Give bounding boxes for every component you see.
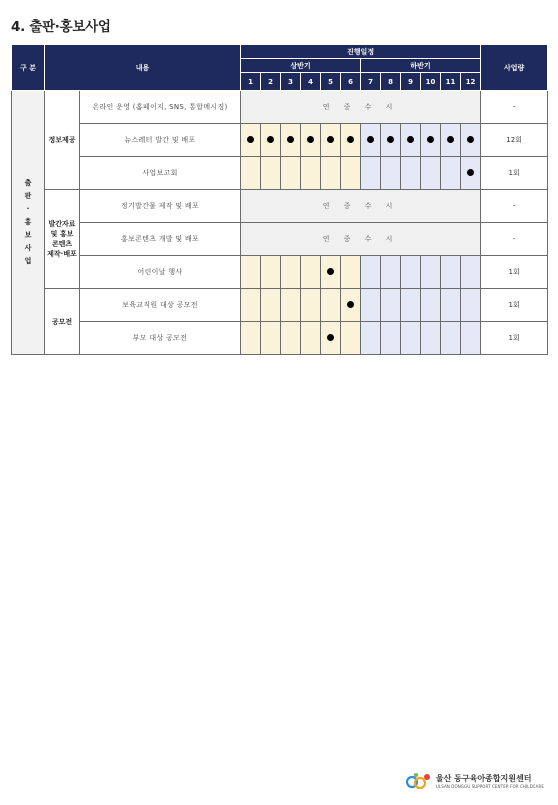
amount-cell: 1회 bbox=[481, 322, 548, 355]
table-row bbox=[12, 157, 548, 190]
month-cell-2 bbox=[261, 157, 281, 190]
header-category: 구 분 bbox=[12, 45, 45, 91]
month-cell-2 bbox=[261, 289, 281, 322]
month-header: 3 bbox=[281, 73, 301, 91]
header-content: 내용 bbox=[45, 45, 241, 91]
year-round-cell: 연 중 수 시 bbox=[241, 190, 481, 223]
month-cell-12 bbox=[461, 256, 481, 289]
item-cell: 부모 대상 공모전 bbox=[80, 322, 241, 355]
month-cell-11 bbox=[441, 157, 461, 190]
month-cell-8 bbox=[381, 256, 401, 289]
schedule-dot bbox=[467, 136, 474, 143]
month-cell-2 bbox=[261, 256, 281, 289]
month-cell-3 bbox=[281, 124, 301, 157]
schedule-dot bbox=[307, 136, 314, 143]
month-header: 11 bbox=[441, 73, 461, 91]
month-cell-1 bbox=[241, 124, 261, 157]
group-contest: 공모전 bbox=[45, 289, 80, 355]
table-row bbox=[12, 124, 548, 157]
month-cell-9 bbox=[401, 256, 421, 289]
schedule-dot bbox=[327, 334, 334, 341]
month-cell-4 bbox=[301, 157, 321, 190]
org-name-en: ULSAN DONGGU SUPPORT CENTER FOR CHILDCARE bbox=[435, 783, 544, 789]
month-cell-10 bbox=[421, 124, 441, 157]
category-label: 출 판 · 홍 보 사 업 bbox=[24, 179, 32, 265]
year-round-cell: 연 중 수 시 bbox=[241, 223, 481, 256]
item-cell: 사업보고회 bbox=[80, 157, 241, 190]
month-cell-4 bbox=[301, 256, 321, 289]
month-header: 2 bbox=[261, 73, 281, 91]
month-cell-3 bbox=[281, 289, 301, 322]
month-cell-1 bbox=[241, 256, 261, 289]
schedule-dot bbox=[267, 136, 274, 143]
amount-cell: 1회 bbox=[481, 157, 548, 190]
amount-cell: - bbox=[481, 91, 548, 124]
table-row bbox=[12, 91, 548, 124]
month-cell-3 bbox=[281, 256, 301, 289]
table-row bbox=[12, 223, 548, 256]
month-cell-9 bbox=[401, 289, 421, 322]
month-cell-9 bbox=[401, 322, 421, 355]
amount-cell: - bbox=[481, 223, 548, 256]
header-first-half: 상반기 bbox=[241, 59, 361, 73]
month-header: 5 bbox=[321, 73, 341, 91]
table-row bbox=[12, 322, 548, 355]
month-cell-12 bbox=[461, 289, 481, 322]
month-cell-7 bbox=[361, 124, 381, 157]
schedule-dot bbox=[347, 136, 354, 143]
month-cell-1 bbox=[241, 157, 261, 190]
month-cell-9 bbox=[401, 124, 421, 157]
month-cell-12 bbox=[461, 322, 481, 355]
header-second-half: 하반기 bbox=[361, 59, 481, 73]
month-cell-5 bbox=[321, 289, 341, 322]
table-row bbox=[12, 256, 548, 289]
month-cell-5 bbox=[321, 322, 341, 355]
month-cell-8 bbox=[381, 289, 401, 322]
year-round-cell: 연 중 수 시 bbox=[241, 91, 481, 124]
month-cell-3 bbox=[281, 157, 301, 190]
month-cell-4 bbox=[301, 289, 321, 322]
group-publish: 발간자료 및 홍보 콘텐츠 제작·배포 bbox=[45, 190, 80, 289]
footer-logo bbox=[406, 771, 544, 791]
item-cell: 어린이날 행사 bbox=[80, 256, 241, 289]
month-cell-8 bbox=[381, 157, 401, 190]
month-cell-9 bbox=[401, 157, 421, 190]
schedule-dot bbox=[407, 136, 414, 143]
month-cell-3 bbox=[281, 322, 301, 355]
schedule-dot bbox=[447, 136, 454, 143]
month-cell-6 bbox=[341, 256, 361, 289]
header-amount: 사업량 bbox=[481, 45, 548, 91]
month-cell-11 bbox=[441, 256, 461, 289]
category-cell bbox=[12, 91, 45, 355]
month-header: 7 bbox=[361, 73, 381, 91]
month-header: 1 bbox=[241, 73, 261, 91]
schedule-dot bbox=[247, 136, 254, 143]
org-name-kr: 울산 동구육아종합지원센터 bbox=[435, 773, 532, 783]
schedule-dot bbox=[287, 136, 294, 143]
month-cell-4 bbox=[301, 124, 321, 157]
month-cell-5 bbox=[321, 256, 341, 289]
schedule-dot bbox=[427, 136, 434, 143]
month-cell-10 bbox=[421, 256, 441, 289]
center-logo-icon bbox=[406, 771, 432, 791]
month-cell-1 bbox=[241, 289, 261, 322]
month-header: 12 bbox=[461, 73, 481, 91]
table-row bbox=[12, 289, 548, 322]
schedule-dot bbox=[347, 301, 354, 308]
month-cell-6 bbox=[341, 157, 361, 190]
month-cell-7 bbox=[361, 322, 381, 355]
group-info: 정보제공 bbox=[45, 91, 80, 190]
schedule-dot bbox=[367, 136, 374, 143]
amount-cell: 1회 bbox=[481, 289, 548, 322]
month-cell-2 bbox=[261, 124, 281, 157]
item-cell: 뉴스레터 발간 및 배포 bbox=[80, 124, 241, 157]
month-cell-4 bbox=[301, 322, 321, 355]
month-cell-10 bbox=[421, 157, 441, 190]
schedule-dot bbox=[467, 169, 474, 176]
item-cell: 보육교직원 대상 공모전 bbox=[80, 289, 241, 322]
month-cell-10 bbox=[421, 322, 441, 355]
month-cell-7 bbox=[361, 157, 381, 190]
month-cell-6 bbox=[341, 322, 361, 355]
schedule-table bbox=[11, 44, 548, 355]
month-cell-6 bbox=[341, 124, 361, 157]
month-cell-12 bbox=[461, 157, 481, 190]
month-cell-1 bbox=[241, 322, 261, 355]
month-header: 4 bbox=[301, 73, 321, 91]
month-cell-6 bbox=[341, 289, 361, 322]
item-cell: 온라인 운영 (홈페이지, SNS, 통합메시징) bbox=[80, 91, 241, 124]
month-cell-11 bbox=[441, 289, 461, 322]
month-cell-12 bbox=[461, 124, 481, 157]
month-header: 8 bbox=[381, 73, 401, 91]
amount-cell: 12회 bbox=[481, 124, 548, 157]
schedule-dot bbox=[327, 268, 334, 275]
month-header: 10 bbox=[421, 73, 441, 91]
month-cell-2 bbox=[261, 322, 281, 355]
month-cell-8 bbox=[381, 124, 401, 157]
month-cell-5 bbox=[321, 124, 341, 157]
month-cell-8 bbox=[381, 322, 401, 355]
amount-cell: 1회 bbox=[481, 256, 548, 289]
month-cell-11 bbox=[441, 124, 461, 157]
month-cell-5 bbox=[321, 157, 341, 190]
header-schedule: 진행일정 bbox=[241, 45, 481, 59]
item-cell: 홍보콘텐츠 개발 및 배포 bbox=[80, 223, 241, 256]
table-row bbox=[12, 190, 548, 223]
item-cell: 정기발간물 제작 및 배포 bbox=[80, 190, 241, 223]
month-cell-7 bbox=[361, 256, 381, 289]
schedule-dot bbox=[387, 136, 394, 143]
amount-cell: - bbox=[481, 190, 548, 223]
month-cell-10 bbox=[421, 289, 441, 322]
month-header: 6 bbox=[341, 73, 361, 91]
month-header: 9 bbox=[401, 73, 421, 91]
month-cell-11 bbox=[441, 322, 461, 355]
section-title: 4. 출판·홍보사업 bbox=[11, 19, 111, 35]
schedule-dot bbox=[327, 136, 334, 143]
month-cell-7 bbox=[361, 289, 381, 322]
